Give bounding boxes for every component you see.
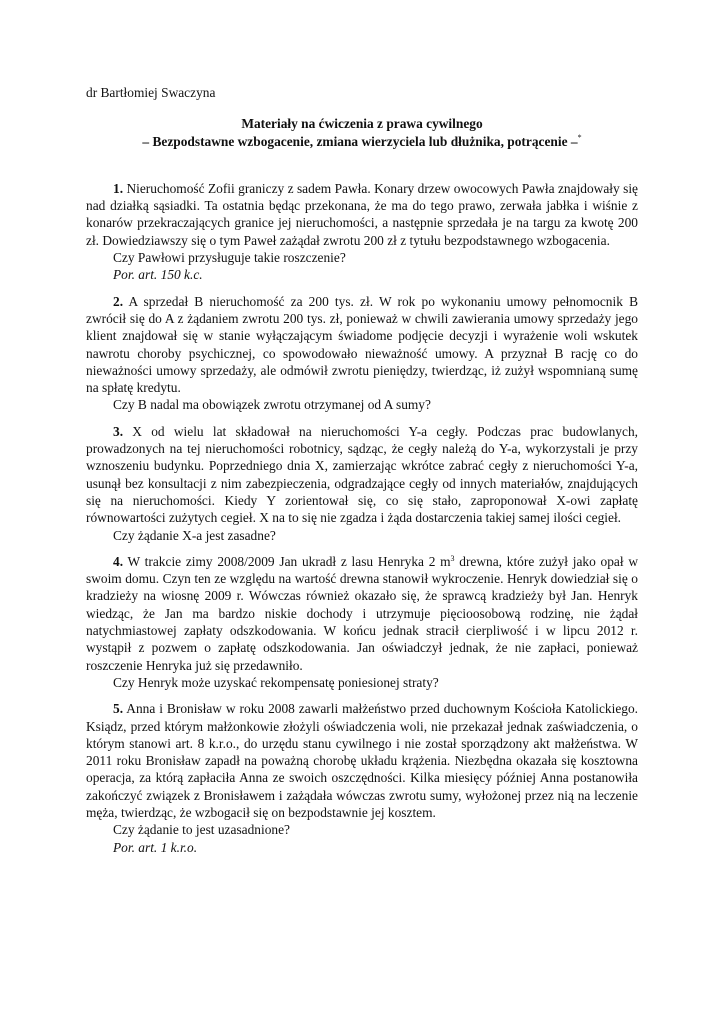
case-1 [86, 180, 638, 284]
footnote-mark: * [577, 132, 582, 142]
case-4-number: 4. [113, 553, 124, 569]
case-4-text [86, 553, 638, 674]
title-line-2 [86, 133, 638, 150]
case-5-text [86, 700, 638, 821]
case-4-body-end: drewna, które zużył jako opał w swoim domu. Czyn ten ze względu na wartość drewna stanowił wykroczenie. Henryk dowiedział się o kradzieży na wiosnę 2009 r. Wówczas również okazało się, że sprawcą kradzieży był Jan. Henryk wiedząc, że Jan ma bardzo niskie dochody i utrzymuje pięcioosobową rodzinę, nie żądał natychmiastowej zapłaty odszkodowania. W końcu jednak stracił cierpliwość i w lipcu 2012 r. wystąpił z pozwem o zapłatę odszkodowania. Jan oświadczył jednak, że nie zapłaci, ponieważ roszczenie Henryka już się przedawniło. [86, 553, 638, 673]
title-line-1: Materiały na ćwiczenia z prawa cywilnego [241, 116, 483, 132]
case-1-text [86, 180, 638, 249]
case-5-reference: Por. art. 1 k.r.o. [113, 839, 198, 855]
case-2-number: 2. [113, 293, 124, 309]
title-line-2-text: – Bezpodstawne wzbogacenie, zmiana wierzyciela lub dłużnika, potrącenie – [142, 133, 578, 149]
case-4-question: Czy Henryk może uzyskać rekompensatę poniesionej straty? [113, 674, 439, 690]
case-5 [86, 700, 638, 856]
case-2 [86, 293, 638, 414]
cubic-superscript: 3 [450, 553, 455, 563]
case-1-question: Czy Pawłowi przysługuje takie roszczenie? [113, 250, 346, 266]
case-1-number: 1. [113, 180, 124, 196]
case-3-body: X od wielu lat składował na nieruchomości Y-a cegły. Podczas prac budowlanych, prowadzonych na tej nieruchomości robotnicy, sądząc, że cegły należą do Y-a, wykorzystali je przy wznoszeniu budynku. Poprzedniego dnia X, zamierzając wkrótce zabrać cegły z nieruchomości Y-a, usunął bez konsultacji z nim zabezpieczenia, odgradzające cegły od innych materiałów, znajdujących się na nieruchomości. Kiedy Y zorientował się, co się stało, zaproponował X-owi zapłatę równowartości zużytych cegieł. X na to się nie zgadza i żąda dostarczenia takiej samej ilości cegieł. [86, 423, 638, 526]
case-5-body: Anna i Bronisław w roku 2008 zawarli małżeństwo przed duchownym Kościoła Katolickiego. Ksiądz, przed którym małżonkowie złożyli oświadczenia woli, nie przekazał jednak zaświadczenia, o którym stanowi art. 8 k.r.o., do urzędu stanu cywilnego i nie został sporządzony akt małżeństwa. W 2011 roku Bronisław zapadł na poważną chorobę układu krążenia. Niezbędna okazała się kosztowna operacja, za którą zapłaciła Anna ze swoich oszczędności. Kilka miesięcy później Anna postanowiła zakończyć związek z Bronisławem i zażądała wówczas zwrotu sumy, wyłożonej przez nią na leczenie męża, twierdząc, że wzbogacił się on bezpodstawnie jej kosztem. [86, 701, 639, 820]
case-4 [86, 553, 638, 691]
case-1-reference: Por. art. 150 k.c. [113, 267, 203, 283]
case-1-body: Nieruchomość Zofii graniczy z sadem Pawła. Konary drzew owocowych Pawła znajdowały się nad działką sąsiadki. Ta ostatnia będąc przekonana, że ma do tego prawo, zerwała jabłka i wiśnie z konarów przekraczających granice jej nieruchomości, a następnie sprzedała je na targu za kwotę 200 zł. Dowiedziawszy się o tym Paweł zażądał zwrotu 200 zł z tytułu bezpodstawnego wzbogacenia. [86, 180, 638, 248]
case-3 [86, 423, 638, 544]
case-3-number: 3. [113, 423, 124, 439]
case-3-text [86, 423, 638, 527]
author-line: dr Bartłomiej Swaczyna [86, 85, 216, 100]
case-3-question: Czy żądanie X-a jest zasadne? [113, 527, 276, 543]
document-title [86, 115, 638, 150]
case-2-text [86, 293, 638, 397]
case-5-question: Czy żądanie to jest uzasadnione? [113, 822, 290, 838]
case-2-body: A sprzedał B nieruchomość za 200 tys. zł. W rok po wykonaniu umowy pełnomocnik B zwrócił się do A z żądaniem zwrotu 200 tys. zł, ponieważ w chwili zawierania umowy sprzedaży jego klient znajdował się w stanie wyłączającym świadome podjęcie decyzji i wyrażenie woli wskutek nawrotu choroby psychicznej, co spowodowało nieważność umowy. A przyznał B rację co do nieważności umowy sprzedaży, ale odmówił zwrotu pieniędzy, twierdząc, iż zużył wspomnianą sumę na spłatę kredytu. [86, 293, 639, 396]
case-5-number: 5. [113, 701, 124, 717]
case-4-body-start: W trakcie zimy 2008/2009 Jan ukradł z lasu Henryka 2 m [127, 553, 451, 569]
case-2-question: Czy B nadal ma obowiązek zwrotu otrzymanej od A sumy? [113, 397, 431, 413]
